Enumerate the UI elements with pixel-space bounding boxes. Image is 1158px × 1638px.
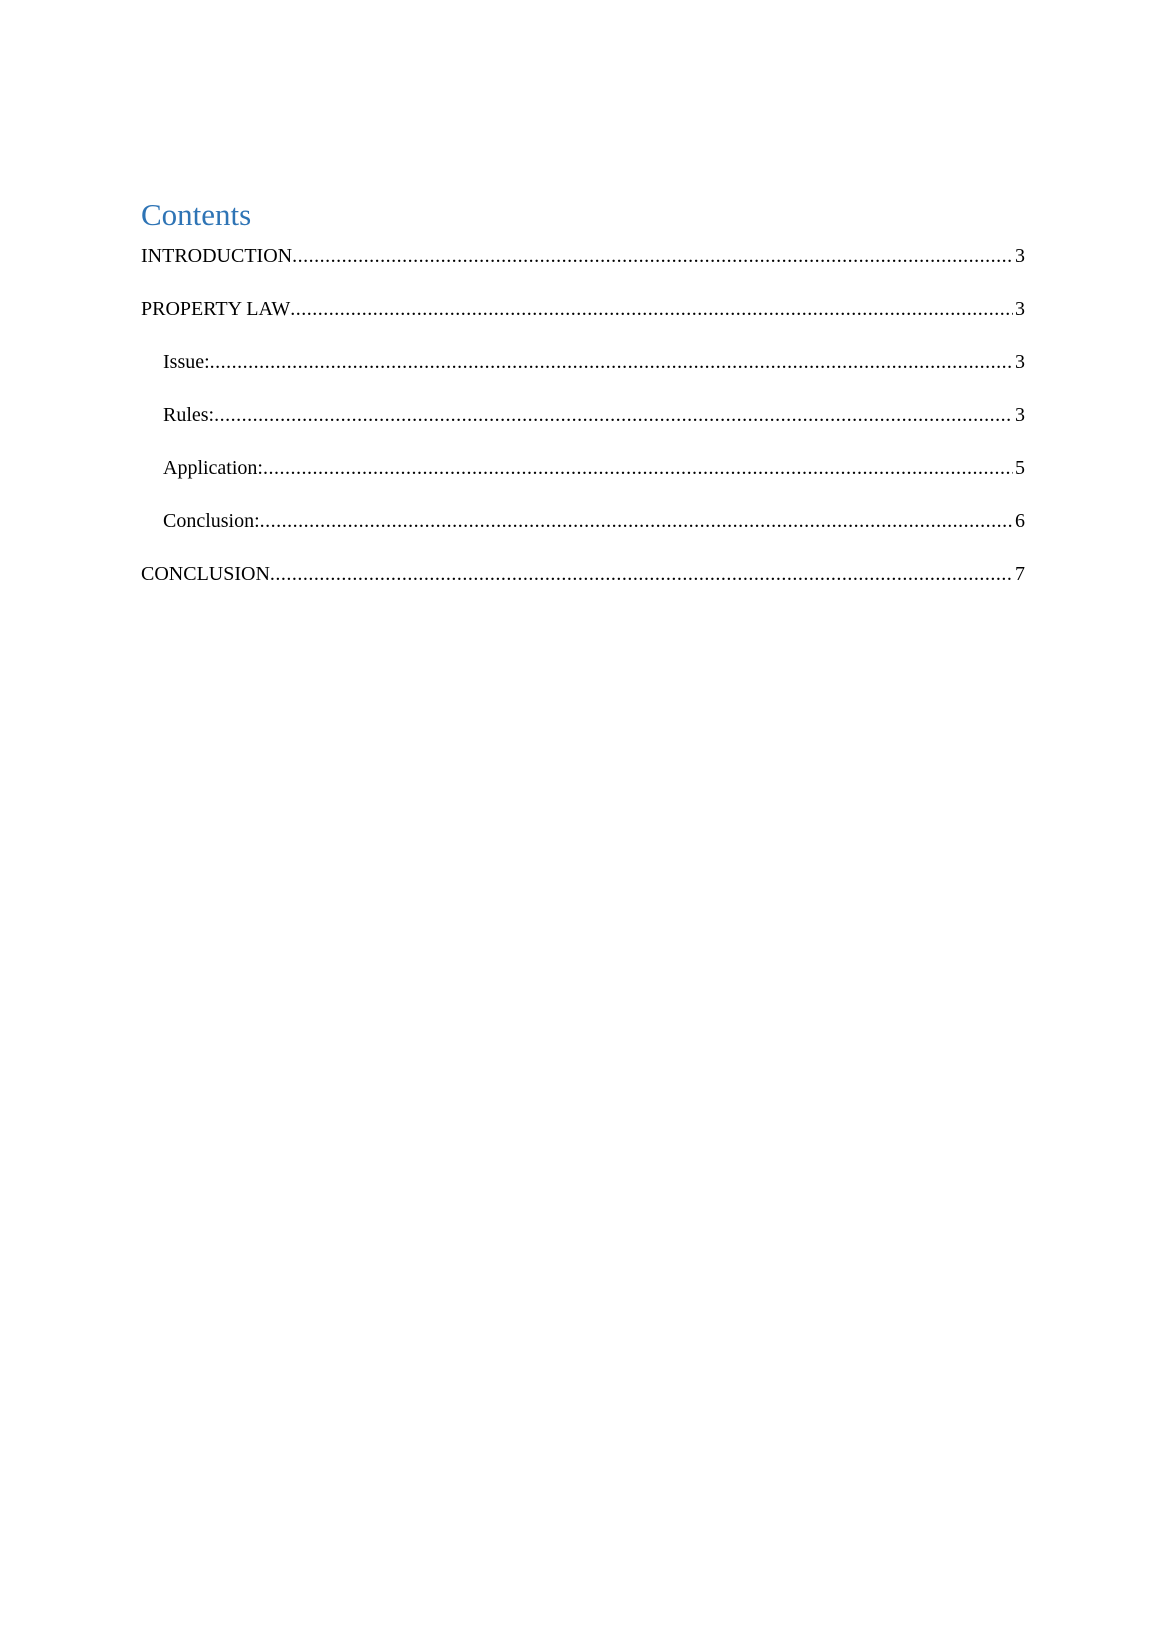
toc-dot-leader <box>290 297 1013 321</box>
toc-dot-leader <box>270 562 1013 586</box>
toc-entry-label: CONCLUSION <box>141 563 270 585</box>
toc-entry-label: Rules: <box>163 404 215 426</box>
toc-entry-label: PROPERTY LAW <box>141 298 291 320</box>
toc-dot-leader <box>292 244 1013 268</box>
toc-dot-leader <box>214 403 1013 427</box>
toc-entry-issue[interactable] <box>141 350 1025 403</box>
toc-dot-leader <box>260 509 1013 533</box>
toc-heading: Contents <box>141 197 252 232</box>
toc-entry-conclusion[interactable] <box>141 562 1025 615</box>
toc-list <box>141 244 1025 615</box>
toc-entry-page-number: 3 <box>1015 351 1025 373</box>
toc-entry-page-number: 7 <box>1015 563 1025 585</box>
toc-entry-label: Conclusion: <box>163 510 260 532</box>
toc-entry-page-number: 3 <box>1015 298 1025 320</box>
toc-entry-property-law[interactable] <box>141 297 1025 350</box>
toc-entry-label: Application: <box>163 457 263 479</box>
toc-entry-page-number: 3 <box>1015 404 1025 426</box>
table-of-contents <box>141 196 1025 615</box>
toc-entry-rules[interactable] <box>141 403 1025 456</box>
toc-dot-leader <box>263 456 1013 480</box>
toc-dot-leader <box>210 350 1013 374</box>
toc-entry-application[interactable] <box>141 456 1025 509</box>
toc-entry-page-number: 3 <box>1015 245 1025 267</box>
toc-entry-label: INTRODUCTION <box>141 245 293 267</box>
toc-entry-page-number: 5 <box>1015 457 1025 479</box>
toc-entry-introduction[interactable] <box>141 244 1025 297</box>
toc-entry-conclusion-sub[interactable] <box>141 509 1025 562</box>
toc-entry-page-number: 6 <box>1015 510 1025 532</box>
toc-entry-label: Issue: <box>163 351 210 373</box>
